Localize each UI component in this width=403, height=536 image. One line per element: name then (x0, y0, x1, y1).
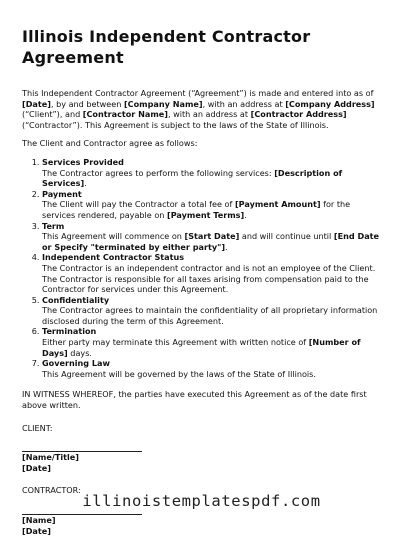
text-run: The Contractor is an independent contractor and is not an employee of the Client. The Contractor is responsible for all taxes arising from compensation paid to the Contractor for services under this Agreement. (42, 262, 376, 295)
watermark-text: illinoistemplatespdf.com (82, 492, 321, 510)
text-run: , by and between (50, 98, 124, 109)
text-run: The Client will pay the Contractor a total fee of (42, 199, 235, 210)
client-name-field: [Name/Title] (22, 452, 79, 463)
section-heading: 5. Confidentiality (42, 294, 110, 305)
placeholder-field: [Contractor Name] (82, 109, 168, 120)
text-run: (“Contractor”). This Agreement is subject to the laws of the State of Illinois. (22, 119, 329, 130)
section-item (42, 326, 381, 358)
contractor-name-field: [Name] (22, 515, 56, 525)
text-run: . (244, 209, 247, 220)
text-run: and will continue until (239, 231, 334, 242)
text-run: The Contractor agrees to maintain the confidentiality of all proprietary information disclosed during the term of this Agreement. (42, 305, 378, 326)
placeholder-field: [Contractor Address] (250, 109, 347, 120)
text-run: Either party may terminate this Agreement with written notice of (42, 337, 309, 348)
section-item (42, 252, 381, 294)
document-title: Illinois Independent Contractor Agreement (22, 27, 311, 67)
section-body (42, 199, 381, 220)
intro-paragraph (22, 88, 381, 130)
section-heading: 7. Governing Law (42, 358, 110, 369)
placeholder-field: [Number of Days] (42, 337, 361, 358)
section-heading: 3. Term (42, 220, 65, 231)
text-run: days. (67, 347, 92, 358)
text-run: This Agreement will commence on (42, 231, 185, 242)
section-body (42, 337, 381, 358)
placeholder-field: [Company Name] (123, 98, 203, 109)
section-body (42, 168, 381, 189)
placeholder-field: [End Date or Specify "terminated by either party"] (42, 231, 380, 252)
client-label: CLIENT: (22, 422, 53, 433)
placeholder-field: [Date] (22, 98, 51, 109)
text-run: , with an address at (202, 98, 286, 109)
section-item (42, 295, 381, 327)
text-run: . (225, 241, 228, 252)
section-item (42, 189, 381, 221)
placeholder-field: [Payment Amount] (234, 199, 321, 210)
text-run: (“Client”), and (22, 109, 83, 120)
sections-list (22, 157, 381, 379)
section-body (42, 263, 381, 295)
section-heading: 4. Independent Contractor Status (42, 252, 185, 263)
section-heading: 2. Payment (42, 188, 82, 199)
section-item (42, 358, 381, 379)
text-run: The Contractor agrees to perform the following services: (42, 167, 275, 178)
contractor-date-field: [Date] (22, 525, 51, 536)
client-date-field: [Date] (22, 462, 51, 473)
text-run: This Agreement will be governed by the laws of the State of Illinois. (42, 368, 316, 379)
text-run: , with an address at (167, 109, 251, 120)
section-heading: 6. Termination (42, 326, 97, 337)
placeholder-field: [Start Date] (184, 231, 240, 242)
section-heading: 1. Services Provided (42, 156, 124, 167)
section-item (42, 157, 381, 189)
section-body (42, 369, 381, 380)
text-run: for the services rendered, payable on (42, 199, 351, 220)
placeholder-field: [Description of Services] (42, 167, 343, 189)
section-item (42, 221, 381, 253)
text-run: . (84, 178, 87, 189)
witness-statement: IN WITNESS WHEREOF, the parties have executed this Agreement as of the date first above written. (22, 389, 367, 411)
contractor-label: CONTRACTOR: (22, 485, 81, 496)
agree-statement: The Client and Contractor agree as follows: (22, 138, 198, 149)
section-body (42, 305, 381, 326)
placeholder-field: [Payment Terms] (167, 209, 245, 220)
placeholder-field: [Company Address] (285, 98, 375, 109)
text-run: This Independent Contractor Agreement (“Agreement”) is made and entered into as of (22, 88, 374, 98)
section-body (42, 231, 381, 252)
